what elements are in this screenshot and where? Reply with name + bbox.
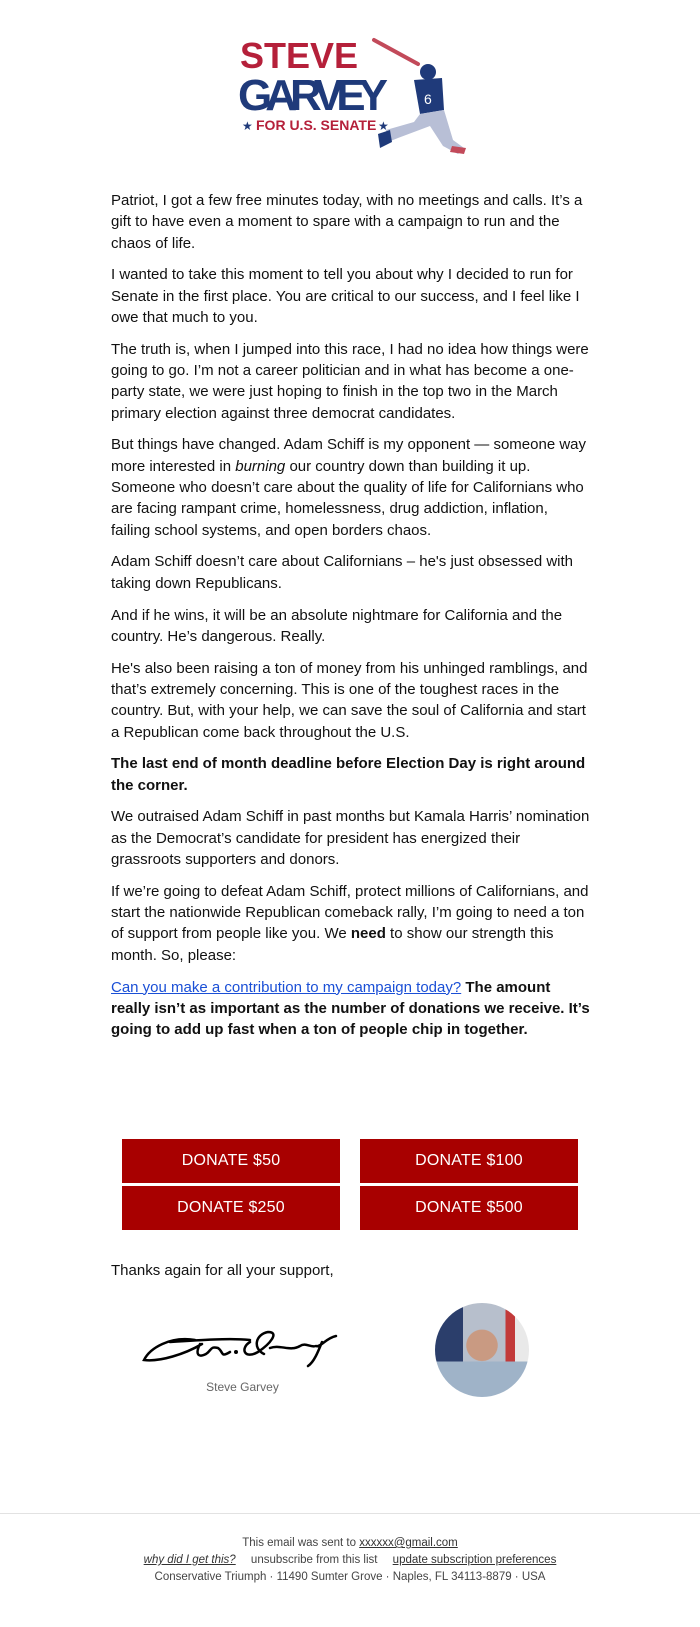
donate-50-button[interactable]: DONATE $50: [122, 1139, 340, 1183]
paragraph: The truth is, when I jumped into this race, I had no idea how things were going to go. I’m not a career politician and in what has become a one-party state, we were just hoping to finish in the top two in the March primary election against three democrat candidates.: [111, 340, 589, 422]
text: to show our strength this month. So, please:: [111, 925, 554, 964]
star-icon: ★: [242, 119, 253, 133]
paragraph: He's also been raising a ton of money from his unhinged ramblings, and that’s extremely concerning. This is one of the toughest races in the country. But, with your help, we can save the soul of California and start a Republican come back throughout the U.S.: [111, 659, 588, 741]
recipient-email-link[interactable]: xxxxxx@gmail.com: [359, 1537, 458, 1549]
paragraph: [111, 881, 591, 966]
text: our country down than building it up. Someone who doesn’t care about the quality of life for Californians who are facing rampant crime, homelessness, drug addiction, inflation, failing school systems, and open borders chaos.: [111, 457, 584, 539]
text: If we’re going to defeat Adam Schiff, protect millions of Californians, and start the nationwide Republican comeback rally, I’m going to need a ton of support from people like you. We: [111, 882, 589, 943]
svg-text:6: 6: [424, 91, 432, 107]
bold-text: need: [350, 925, 386, 943]
footer-divider: [0, 1513, 700, 1514]
paragraph: I wanted to take this moment to tell you about why I decided to run for Senate in the first place. You are critical to our success, and I feel like I owe that much to you.: [111, 266, 580, 326]
paragraph: [111, 977, 591, 1041]
emphasis: burning: [235, 457, 286, 475]
closing-text: Thanks again for all your support,: [111, 1262, 334, 1279]
footer-links: [0, 1552, 700, 1569]
unsubscribe-link[interactable]: unsubscribe from this list: [250, 1554, 378, 1566]
donate-500-button[interactable]: DONATE $500: [360, 1186, 578, 1230]
paragraph: Patriot, I got a few free minutes today, with no meetings and calls. It’s a gift to have even a moment to spare with a campaign to run and the chaos of life.: [111, 192, 583, 252]
why-link[interactable]: why did I get this?: [143, 1554, 236, 1566]
email-body: [111, 190, 591, 1051]
star-icon: ★: [378, 119, 389, 133]
text: But things have changed. Adam Schiff is my opponent — someone way more interested in: [111, 436, 587, 475]
footer: [0, 1535, 700, 1586]
logo-steve: STEVE: [240, 35, 359, 76]
campaign-logo: [238, 30, 488, 160]
signature-name: Steve Garvey: [206, 1380, 279, 1394]
bold-text: The amount really isn’t as important as the number of donations we receive. It’s going to add up fast when a ton of people chip in together.: [111, 978, 590, 1039]
paragraph: We outraised Adam Schiff in past months but Kamala Harris’ nomination as the Democrat’s candidate for president has energized their grassroots supporters and donors.: [111, 808, 590, 869]
donate-250-button[interactable]: DONATE $250: [122, 1186, 340, 1230]
candidate-photo: [435, 1303, 529, 1397]
footer-sent-line: [0, 1535, 700, 1552]
logo-senate: FOR U.S. SENATE: [256, 117, 377, 133]
paragraph: And if he wins, it will be an absolute nightmare for California and the country. He’s dangerous. Really.: [111, 606, 563, 645]
signature-image: [140, 1318, 345, 1378]
contribute-link[interactable]: Can you make a contribution to my campaign today?: [111, 978, 462, 996]
footer-address: Conservative Triumph · 11490 Sumter Grove · Naples, FL 34113-8879 · USA: [154, 1571, 546, 1583]
logo-garvey: GARVEY: [238, 71, 388, 120]
update-preferences-link[interactable]: update subscription preferences: [392, 1554, 557, 1566]
deadline-paragraph: The last end of month deadline before Election Day is right around the corner.: [111, 755, 586, 794]
paragraph: Adam Schiff doesn’t care about Californians – he's just obsessed with taking down Republicans.: [111, 553, 574, 592]
donate-100-button[interactable]: DONATE $100: [360, 1139, 578, 1183]
sent-text: This email was sent to: [242, 1537, 360, 1549]
paragraph: [111, 434, 591, 540]
